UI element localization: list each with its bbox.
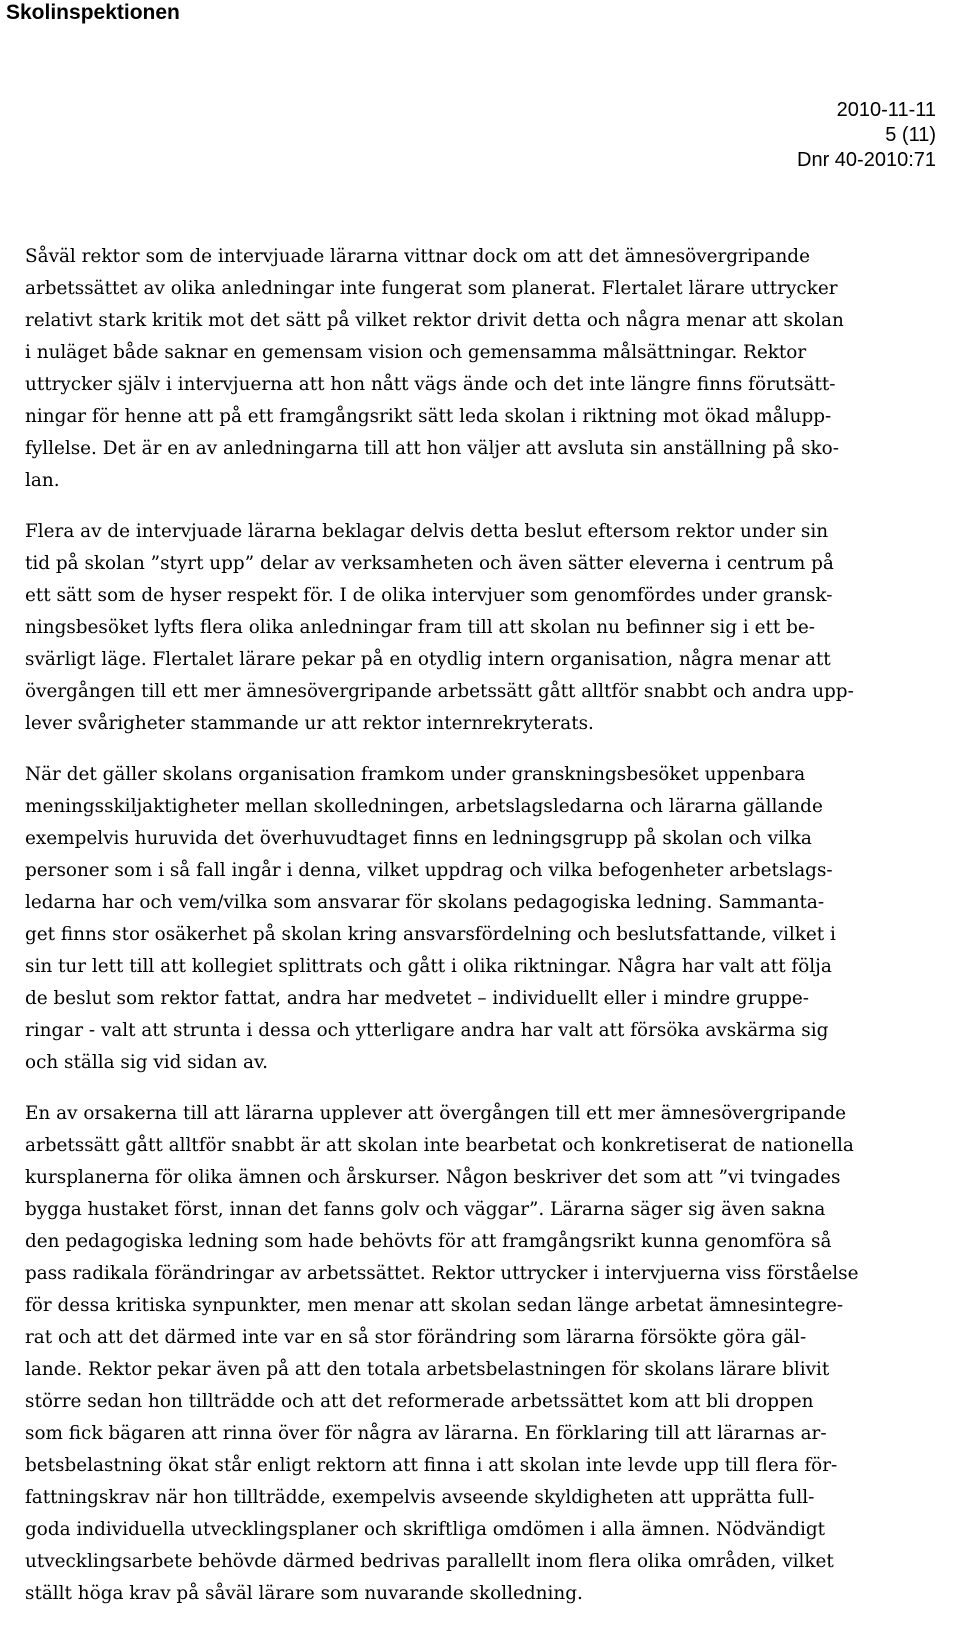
paragraph-line: sin tur lett till att kollegiet splittrats och gått i olika riktningar. Några har valt att följa	[25, 956, 832, 977]
paragraph-line: fattningskrav när hon tillträdde, exempelvis avseende skyldigheten att upprätta full-	[25, 1487, 815, 1508]
paragraph-line: lande. Rektor pekar även på att den totala arbetsbelastningen för skolans lärare blivit	[25, 1359, 830, 1380]
paragraph-line: arbetssätt gått alltför snabbt är att skolan inte bearbetat och konkretiserat de nationella	[25, 1135, 854, 1156]
paragraph-line: för dessa kritiska synpunkter, men menar att skolan sedan länge arbetat ämnesintegre-	[25, 1295, 844, 1316]
paragraph-line: pass radikala förändringar av arbetssättet. Rektor uttrycker i intervjuerna viss förståelse	[25, 1263, 859, 1284]
paragraph-line: den pedagogiska ledning som hade behövts för att framgångsrikt kunna genomföra så	[25, 1231, 832, 1252]
paragraph-line: ett sätt som de hyser respekt för. I de olika intervjuer som genomfördes under gransk-	[25, 585, 833, 606]
paragraph-line: lan.	[25, 470, 60, 491]
paragraph-line: get finns stor osäkerhet på skolan kring ansvarsfördelning och beslutsfattande, vilket i	[25, 924, 836, 945]
paragraph-line: utvecklingsarbete behövde därmed bedrivas parallellt inom flera olika områden, vilket	[25, 1551, 834, 1572]
paragraph-line: fyllelse. Det är en av anledningarna till att hon väljer att avsluta sin anställning på sko-	[25, 438, 839, 459]
document-body	[25, 241, 935, 1629]
document-meta	[797, 98, 936, 173]
paragraph-line: som fick bägaren att rinna över för några av lärarna. En förklaring till att lärarnas ar-	[25, 1423, 827, 1444]
document-reference-number: Dnr 40-2010:71	[797, 149, 936, 171]
paragraph-line: När det gäller skolans organisation framkom under granskningsbesöket uppenbara	[25, 764, 806, 785]
paragraph-line: uttrycker själv i intervjuerna att hon nått vägs ände och det inte längre finns förutsätt-	[25, 374, 836, 395]
document-date: 2010-11-11	[836, 99, 936, 121]
paragraph-line: ningar för henne att på ett framgångsrikt sätt leda skolan i riktning mot ökad målupp-	[25, 406, 832, 427]
paragraph-line: bygga hustaket först, innan det fanns golv och väggar”. Lärarna säger sig även sakna	[25, 1199, 826, 1220]
paragraph-line: betsbelastning ökat står enligt rektorn att finna i att skolan inte levde upp till flera för-	[25, 1455, 838, 1476]
paragraph-line: exempelvis huruvida det överhuvudtaget finns en ledningsgrupp på skolan och vilka	[25, 828, 812, 849]
paragraph-line: tid på skolan ”styrt upp” delar av verksamheten och även sätter eleverna i centrum på	[25, 553, 834, 574]
paragraph-line: ledarna har och vem/vilka som ansvarar för skolans pedagogiska ledning. Sammanta-	[25, 892, 825, 913]
organization-name: Skolinspektionen	[6, 1, 180, 24]
paragraph-line: Såväl rektor som de intervjuade lärarna vittnar dock om att det ämnesövergripande	[25, 246, 810, 267]
paragraph-line: lever svårigheter stammande ur att rektor internrekryterats.	[25, 713, 594, 734]
paragraph-line: övergången till ett mer ämnesövergripande arbetssätt gått alltför snabbt och andra upp-	[25, 681, 854, 702]
paragraph-line: ställt höga krav på såväl lärare som nuvarande skolledning.	[25, 1583, 583, 1604]
page-number: 5 (11)	[885, 124, 936, 146]
paragraph-line: de beslut som rektor fattat, andra har medvetet – individuellt eller i mindre gruppe-	[25, 988, 809, 1009]
paragraph-line: större sedan hon tillträdde och att det reformerade arbetssättet kom att bli droppen	[25, 1391, 814, 1412]
paragraph-line: En av orsakerna till att lärarna upplever att övergången till ett mer ämnesövergripande	[25, 1103, 847, 1124]
paragraph-line: svärligt läge. Flertalet lärare pekar på en otydlig intern organisation, några menar att	[25, 649, 831, 670]
paragraph	[25, 759, 935, 1079]
paragraph	[25, 1098, 935, 1610]
paragraph-line: relativt stark kritik mot det sätt på vilket rektor drivit detta och några menar att skolan	[25, 310, 844, 331]
paragraph-line: i nuläget både saknar en gemensam vision och gemensamma målsättningar. Rektor	[25, 342, 807, 363]
paragraph-line: meningsskiljaktigheter mellan skolledningen, arbetslagsledarna och lärarna gällande	[25, 796, 823, 817]
paragraph	[25, 516, 935, 740]
paragraph-line: och ställa sig vid sidan av.	[25, 1052, 269, 1073]
paragraph-line: arbetssättet av olika anledningar inte fungerat som planerat. Flertalet lärare uttrycker	[25, 278, 838, 299]
paragraph-line: goda individuella utvecklingsplaner och skriftliga omdömen i alla ämnen. Nödvändigt	[25, 1519, 826, 1540]
paragraph-line: personer som i så fall ingår i denna, vilket uppdrag och vilka befogenheter arbetslags-	[25, 860, 833, 881]
paragraph-line: ringar - valt att strunta i dessa och ytterligare andra har valt att försöka avskärma sig	[25, 1020, 829, 1041]
paragraph-line: Flera av de intervjuade lärarna beklagar delvis detta beslut eftersom rektor under sin	[25, 521, 829, 542]
paragraph	[25, 241, 935, 497]
paragraph-line: kursplanerna för olika ämnen och årskurser. Någon beskriver det som att ”vi tvingades	[25, 1167, 841, 1188]
paragraph-line: ningsbesöket lyfts flera olika anledningar fram till att skolan nu befinner sig i ett be-	[25, 617, 816, 638]
paragraph-line: rat och att det därmed inte var en så stor förändring som lärarna försökte göra gäl-	[25, 1327, 807, 1348]
